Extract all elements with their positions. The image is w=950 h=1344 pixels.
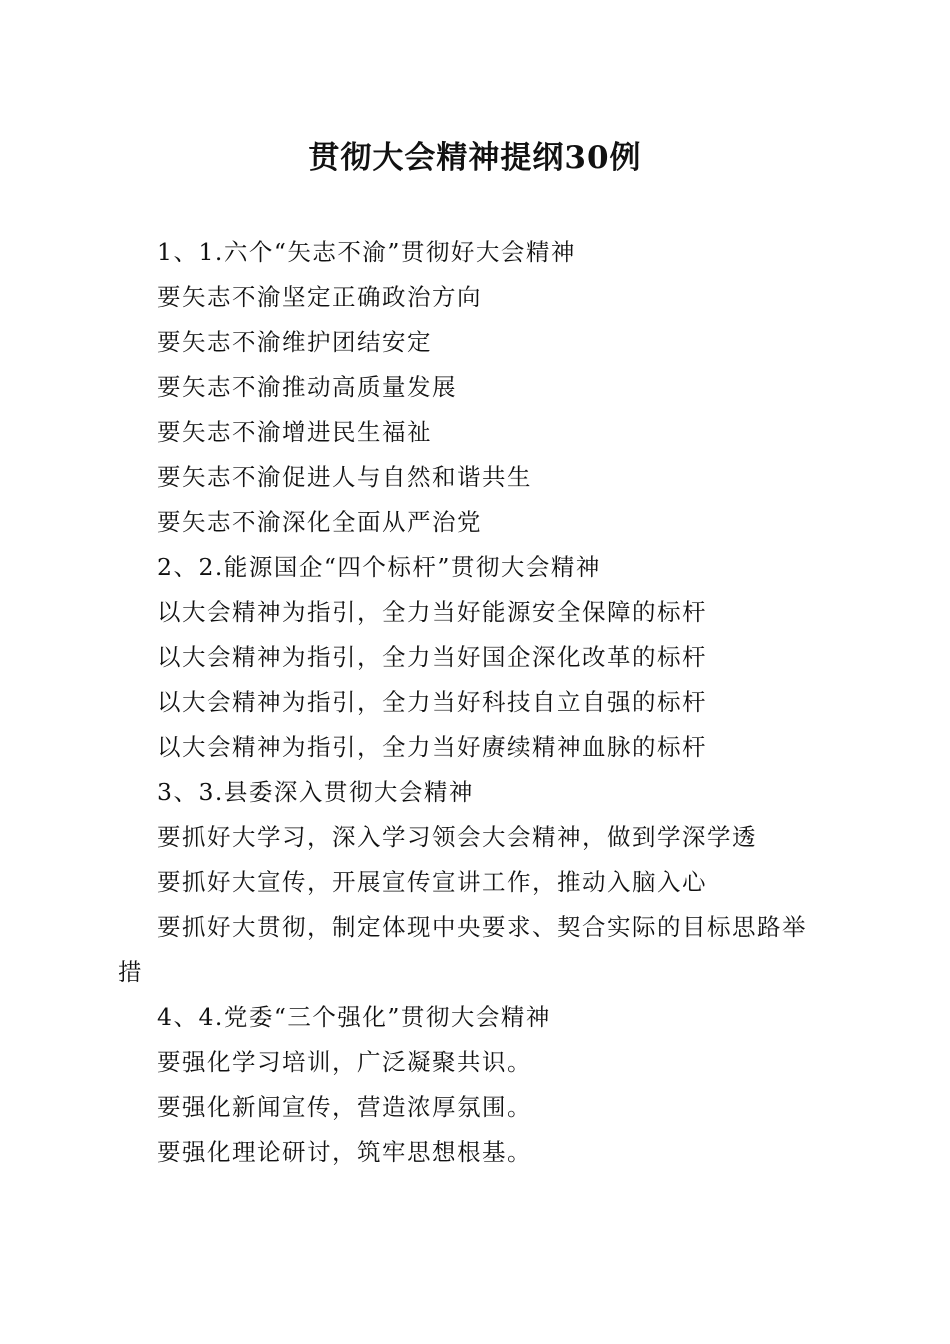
list-item: 要矢志不渝坚定正确政治方向 [157,283,482,311]
section-heading: 1、1.六个“矢志不渝”贯彻好大会精神 [157,238,576,266]
section-heading: 3、3.县委深入贯彻大会精神 [157,778,474,806]
list-item: 以大会精神为指引，全力当好赓续精神血脉的标杆 [157,733,707,761]
list-item: 要抓好大贯彻，制定体现中央要求、契合实际的目标思路举措 [118,913,807,986]
list-item: 要强化新闻宣传，营造浓厚氛围。 [157,1093,532,1121]
list-item: 要强化学习培训，广泛凝聚共识。 [157,1048,532,1076]
list-item: 要抓好大学习，深入学习领会大会精神，做到学深学透 [157,823,757,851]
list-item: 要强化理论研讨，筑牢思想根基。 [157,1138,532,1166]
document-title: 贯彻大会精神提纲30例 [308,140,642,176]
list-item: 要矢志不渝增进民生福祉 [157,418,432,446]
list-item: 以大会精神为指引，全力当好能源安全保障的标杆 [157,598,707,626]
list-item: 以大会精神为指引，全力当好国企深化改革的标杆 [157,643,707,671]
list-item: 以大会精神为指引，全力当好科技自立自强的标杆 [157,688,707,716]
list-item: 要矢志不渝推动高质量发展 [157,373,457,401]
section-heading: 4、4.党委“三个强化”贯彻大会精神 [157,1003,551,1031]
list-item: 要矢志不渝维护团结安定 [157,328,432,356]
document-body [118,230,828,1175]
list-item: 要抓好大宣传，开展宣传宣讲工作，推动入脑入心 [157,868,707,896]
list-item: 要矢志不渝促进人与自然和谐共生 [157,463,532,491]
section-heading: 2、2.能源国企“四个标杆”贯彻大会精神 [157,553,601,581]
list-item: 要矢志不渝深化全面从严治党 [157,508,482,536]
